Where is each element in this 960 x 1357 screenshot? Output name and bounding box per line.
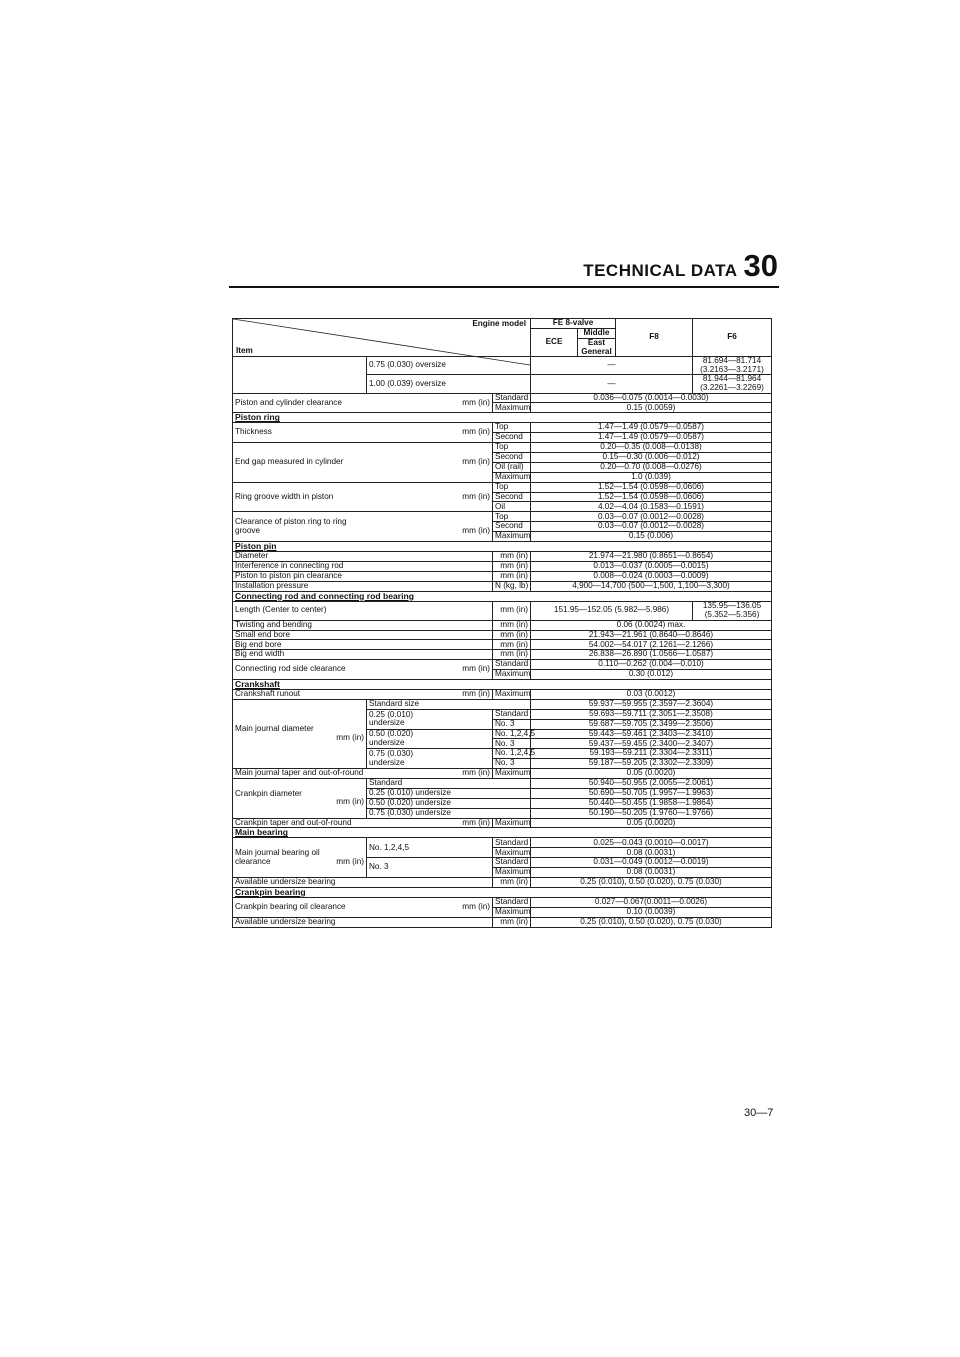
ring-clearance-second: 0.03—0.07 (0.0012—0.0028)	[531, 522, 772, 532]
standard-label: Standard	[493, 709, 531, 719]
section-piston-ring: Piston ring	[233, 413, 772, 423]
cp-075-label: 0.75 (0.030) undersize	[367, 808, 531, 818]
top-label: Top	[493, 443, 531, 453]
pin-pressure-value: 4,900—14,700 (500—1,500, 1,100—3,300)	[531, 581, 772, 591]
cp-050-label: 0.50 (0.020) undersize	[367, 798, 531, 808]
cp-025-label: 0.25 (0.010) undersize	[367, 788, 531, 798]
end-gap-label: End gap measured in cylinder mm (in)	[233, 443, 493, 483]
section-row	[233, 828, 772, 838]
big-end-width-value: 26.838—26.890 (1.0566—1.0587)	[531, 650, 772, 660]
runout-label: Crankshaft runout mm (in)	[233, 689, 493, 699]
oversize-100-label: 1.00 (0.039) oversize	[367, 375, 531, 393]
oil-label: Oil	[493, 502, 531, 512]
table-row	[233, 512, 772, 522]
section-row	[233, 679, 772, 689]
section-row	[233, 591, 772, 601]
ring-thickness-second: 1.47—1.49 (0.0579—0.0587)	[531, 433, 772, 443]
engine-model-label: Engine model	[472, 319, 526, 328]
standard-label: Standard	[493, 858, 531, 868]
runout-value: 0.03 (0.0012)	[531, 689, 772, 699]
no3-label: No. 3	[493, 719, 531, 729]
mj-075-no3: 59.187—59.205 (2.3302—2.3309)	[531, 759, 772, 769]
no1245-label: No. 1,2,4,5	[493, 749, 531, 759]
end-gap-top: 0.20—0.35 (0.008—0.0138)	[531, 443, 772, 453]
unit-label: mm (in)	[493, 561, 531, 571]
end-gap-second: 0.15—0.30 (0.006—0.012)	[531, 453, 772, 463]
pin-interference-label: Interference in connecting rod	[233, 561, 493, 571]
rod-side-std: 0.110—0.262 (0.004—0.010)	[531, 660, 772, 670]
no1245-label: No. 1,2,4,5	[493, 729, 531, 739]
mj-050-a: 59.443—59.461 (2.3403—2.3410)	[531, 729, 772, 739]
table-row	[233, 897, 772, 907]
mj-050-no3: 59.437—59.455 (2.3400—2.3407)	[531, 739, 772, 749]
cp-075-value: 50.190—50.205 (1.9760—1.9766)	[531, 808, 772, 818]
table-row	[233, 779, 772, 789]
table-row	[233, 699, 772, 709]
unit-label: mm (in)	[493, 620, 531, 630]
small-end-label: Small end bore	[233, 630, 493, 640]
maximum-label: Maximum	[493, 769, 531, 779]
rod-side-max: 0.30 (0.012)	[531, 670, 772, 680]
oversize-075-dash: —	[531, 357, 693, 375]
table-row	[233, 878, 772, 888]
main-bearing-clearance-label: Main journal bearing oil clearance mm (in)	[233, 838, 367, 878]
page-header	[583, 250, 778, 281]
top-label: Top	[493, 423, 531, 433]
big-end-width-label: Big end width	[233, 650, 493, 660]
mb-available-value: 0.25 (0.010), 0.50 (0.020), 0.75 (0.030)	[531, 878, 772, 888]
table-row	[233, 660, 772, 670]
mb-a-max: 0.08 (0.0031)	[531, 848, 772, 858]
groove-width-label: Ring groove width in piston mm (in)	[233, 482, 493, 512]
small-end-value: 21.943—21.961 (0.8640—0.8646)	[531, 630, 772, 640]
mb-b-max: 0.08 (0.0031)	[531, 868, 772, 878]
top-label: Top	[493, 482, 531, 492]
maximum-label: Maximum	[493, 472, 531, 482]
unit-label: mm (in)	[493, 917, 531, 927]
cpb-max: 0.10 (0.0039)	[531, 907, 772, 917]
cp-taper-value: 0.05 (0.0020)	[531, 818, 772, 828]
table-row	[233, 443, 772, 453]
mj-025-no3: 59.687—59.705 (2.3499—2.3506)	[531, 719, 772, 729]
oversize-075-f6: 81.694—81.714 (3.2163—3.2171)	[693, 357, 772, 375]
standard-label: Standard	[367, 779, 531, 789]
oversize-075-label: 0.75 (0.030) oversize	[367, 357, 531, 375]
pin-interference-value: 0.013—0.037 (0.0005—0.0015)	[531, 561, 772, 571]
pin-clearance-value: 0.008—0.024 (0.0003—0.0009)	[531, 571, 772, 581]
table-row	[233, 571, 772, 581]
mb-a-std: 0.025—0.043 (0.0010—0.0017)	[531, 838, 772, 848]
maximum-label: Maximum	[493, 907, 531, 917]
item-label: Item	[236, 345, 253, 355]
big-end-bore-label: Big end bore	[233, 640, 493, 650]
cpb-available-value: 0.25 (0.010), 0.50 (0.020), 0.75 (0.030)	[531, 917, 772, 927]
section-crankshaft: Crankshaft	[233, 679, 772, 689]
pin-clearance-label: Piston to piston pin clearance	[233, 571, 493, 581]
header-diagonal-cell	[233, 319, 531, 357]
maximum-label: Maximum	[493, 868, 531, 878]
unit-label: mm (in)	[493, 640, 531, 650]
cpb-std: 0.027—0.067(0.0011—0.0026)	[531, 897, 772, 907]
ring-thickness-label: Thickness mm (in)	[233, 423, 493, 443]
ring-clearance-label: Clearance of piston ring to ring groove mm (in)	[233, 512, 493, 542]
twisting-value: 0.06 (0.0024) max.	[531, 620, 772, 630]
undersize-025-label: 0.25 (0.010) undersize	[367, 709, 493, 729]
header-rule	[229, 286, 779, 288]
section-crankpin-bearing: Crankpin bearing	[233, 887, 772, 897]
cpb-available-label: Available undersize bearing	[233, 917, 493, 927]
table-row	[233, 630, 772, 640]
fe-8-valve-header: FE 8-valve	[531, 319, 616, 329]
f6-header: F6	[693, 319, 772, 357]
table-row	[233, 561, 772, 571]
table-row	[233, 581, 772, 591]
piston-clearance-max: 0.15 (0.0059)	[531, 403, 772, 413]
top-label: Top	[493, 512, 531, 522]
mj-025-std: 59.693—59.711 (2.3051—2.3508)	[531, 709, 772, 719]
cp-050-value: 50.440—50.455 (1.9858—1.9864)	[531, 798, 772, 808]
end-gap-max: 1.0 (0.039)	[531, 472, 772, 482]
ring-clearance-top: 0.03—0.07 (0.0012—0.0028)	[531, 512, 772, 522]
no3-label: No. 3	[493, 759, 531, 769]
table-row	[233, 620, 772, 630]
unit-label: mm (in)	[493, 571, 531, 581]
section-number: 30	[743, 248, 778, 283]
standard-label: Standard	[493, 897, 531, 907]
unit-label: mm (in)	[493, 630, 531, 640]
unit-label: mm (in)	[493, 878, 531, 888]
maximum-label: Maximum	[493, 818, 531, 828]
maximum-label: Maximum	[493, 848, 531, 858]
rod-length-f6: 135.95—136.05 (5.352—5.356)	[693, 601, 772, 620]
standard-size-label: Standard size	[367, 699, 531, 709]
oversize-100-dash: —	[531, 375, 693, 393]
unit-label: mm (in)	[493, 552, 531, 562]
table-row	[233, 838, 772, 848]
middle-east-header-1: Middle	[578, 328, 616, 338]
oversize-100-f6: 81.944—81.964 (3.2261—3.2269)	[693, 375, 772, 393]
header-row	[233, 319, 772, 329]
pin-diameter-label: Diameter	[233, 552, 493, 562]
table-row	[233, 917, 772, 927]
table-row	[233, 640, 772, 650]
piston-clearance-label: Piston and cylinder clearance mm (in)	[233, 393, 493, 413]
section-piston-pin: Piston pin	[233, 542, 772, 552]
big-end-bore-value: 54.002—54.017 (2.1261—2.1266)	[531, 640, 772, 650]
oil-rail-label: Oil (rail)	[493, 462, 531, 472]
cp-standard-value: 50.940—50.955 (2.0055—2.0061)	[531, 779, 772, 789]
maximum-label: Maximum	[493, 670, 531, 680]
cp-taper-label: Crankpin taper and out-of-round mm (in)	[233, 818, 493, 828]
section-row	[233, 413, 772, 423]
main-journal-label: Main journal diameter mm (in)	[233, 699, 367, 768]
no3-label: No. 3	[367, 858, 493, 878]
piston-clearance-std: 0.036—0.075 (0.0014—0.0030)	[531, 393, 772, 403]
second-label: Second	[493, 492, 531, 502]
second-label: Second	[493, 453, 531, 463]
page-number: 30—7	[744, 1107, 774, 1119]
cp-025-value: 50.690—50.705 (1.9957—1.9963)	[531, 788, 772, 798]
maximum-label: Maximum	[493, 689, 531, 699]
rod-length-value: 151.95—152.05 (5.982—5.986)	[531, 601, 693, 620]
mb-available-label: Available undersize bearing	[233, 878, 493, 888]
end-gap-oil: 0.20—0.70 (0.008—0.0276)	[531, 462, 772, 472]
standard-label: Standard	[493, 660, 531, 670]
section-main-bearing: Main bearing	[233, 828, 772, 838]
pin-diameter-value: 21.974—21.980 (0.8651—0.8654)	[531, 552, 772, 562]
table-row	[233, 769, 772, 779]
unit-label: mm (in)	[493, 650, 531, 660]
crankpin-label: Crankpin diameter mm (in)	[233, 779, 367, 819]
undersize-075-label: 0.75 (0.030) undersize	[367, 749, 493, 769]
pin-pressure-label: Installation pressure	[233, 581, 493, 591]
technical-data-table	[232, 318, 772, 928]
mj-standard-value: 59.937—59.955 (2.3597—2.3604)	[531, 699, 772, 709]
mj-taper-value: 0.05 (0.0020)	[531, 769, 772, 779]
table-row	[233, 650, 772, 660]
no3-label: No. 3	[493, 739, 531, 749]
maximum-label: Maximum	[493, 403, 531, 413]
table-row	[233, 552, 772, 562]
mj-taper-label: Main journal taper and out-of-round mm (in)	[233, 769, 493, 779]
cpb-clearance-label: Crankpin bearing oil clearance mm (in)	[233, 897, 493, 917]
table-row	[233, 601, 772, 620]
groove-width-top: 1.52—1.54 (0.0598—0.0606)	[531, 482, 772, 492]
rod-side-clearance-label: Connecting rod side clearance mm (in)	[233, 660, 493, 680]
no1245-label: No. 1,2,4,5	[367, 838, 493, 858]
rod-length-label: Length (Center to center)	[233, 601, 493, 620]
standard-label: Standard	[493, 393, 531, 403]
section-row	[233, 542, 772, 552]
ring-thickness-top: 1.47—1.49 (0.0579—0.0587)	[531, 423, 772, 433]
table-row	[233, 818, 772, 828]
section-row	[233, 887, 772, 897]
section-connecting-rod: Connecting rod and connecting rod bearing	[233, 591, 772, 601]
second-label: Second	[493, 522, 531, 532]
mj-075-a: 59.193—59.211 (2.3304—2.3311)	[531, 749, 772, 759]
ring-clearance-max: 0.15 (0.006)	[531, 532, 772, 542]
twisting-label: Twisting and bending	[233, 620, 493, 630]
groove-width-oil: 4.02—4.04 (0.1583—0.1591)	[531, 502, 772, 512]
table-row	[233, 482, 772, 492]
table-row	[233, 393, 772, 403]
middle-east-header-2: East General	[578, 338, 616, 356]
second-label: Second	[493, 433, 531, 443]
mb-b-std: 0.031—0.049 (0.0012—0.0019)	[531, 858, 772, 868]
standard-label: Standard	[493, 838, 531, 848]
unit-label: mm (in)	[493, 601, 531, 620]
maximum-label: Maximum	[493, 532, 531, 542]
ece-header: ECE	[531, 328, 578, 356]
undersize-050-label: 0.50 (0.020) undersize	[367, 729, 493, 749]
page-title: TECHNICAL DATA	[583, 261, 738, 280]
f8-header: F8	[616, 319, 693, 357]
unit-label: N (kg, lb)	[493, 581, 531, 591]
table-row	[233, 689, 772, 699]
table-row	[233, 423, 772, 433]
groove-width-second: 1.52—1.54 (0.0598—0.0606)	[531, 492, 772, 502]
